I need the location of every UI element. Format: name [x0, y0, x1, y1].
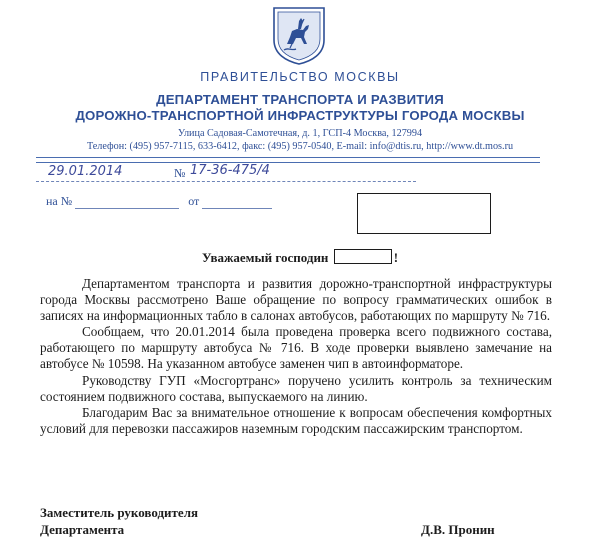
- date-number-line: [36, 181, 416, 182]
- signatory-title-line-2: Департамента: [40, 522, 125, 537]
- government-name: ПРАВИТЕЛЬСТВО МОСКВЫ: [200, 70, 400, 84]
- greeting: [0, 249, 600, 266]
- handwritten-date: 29.01.2014: [48, 164, 123, 179]
- greeting-text: Уважаемый господин: [201, 250, 329, 265]
- letterhead-divider: [36, 157, 540, 163]
- body-paragraph: Руководству ГУП «Мосгортранс» поручено усилить контроль за техническим состоянием подвижного состава, выпускаемого на линию.: [40, 372, 552, 404]
- body-paragraph: Департаментом транспорта и развития дорожно-транспортной инфраструктуры города Москвы рассмотрено Ваше обращение по вопросу грамматических ошибок в записях на информационных табло в салонах автобусов, работающих по маршруту № 716.: [40, 276, 552, 323]
- department-contacts: Телефон: (495) 957-7115, 633-6412, факс: (495) 957-0540, E-mail: info@dtis.ru, http://www.dt.mos.ru: [86, 141, 514, 152]
- handwritten-reference-number: 17-36-475/4: [190, 163, 270, 178]
- signatory-name: Д.В. Пронин: [421, 522, 495, 537]
- redacted-recipient-name: [334, 249, 392, 264]
- ref-number-blank: [75, 198, 179, 209]
- department-name-line-2: ДОРОЖНО-ТРАНСПОРТНОЙ ИНФРАСТРУКТУРЫ ГОРОДА МОСКВЫ: [75, 108, 525, 123]
- body-paragraph: Сообщаем, что 20.01.2014 была проведена проверка всего подвижного состава, работающего по маршруту автобуса № 716. В ходе проверки выявлено замечание на автобусе № 10598. На указанном автобусе заменен чип в автоинформаторе.: [40, 324, 552, 371]
- body-paragraph: Благодарим Вас за внимательное отношение к вопросам обеспечения комфортных условий для перевозки пассажиров наземным городским пассажирским транспортом.: [40, 405, 552, 437]
- moscow-coat-of-arms-emblem: [270, 4, 328, 66]
- number-label: №: [174, 166, 186, 180]
- greeting-exclamation: !: [393, 250, 399, 265]
- ref-from-label: от: [188, 194, 200, 208]
- ref-date-blank: [202, 198, 272, 209]
- ref-prefix-label: на №: [46, 194, 73, 208]
- signatory-title-line-1: Заместитель руководителя: [40, 505, 199, 520]
- incoming-reference-row: [46, 194, 272, 209]
- letter-body: [40, 276, 552, 438]
- department-name-line-1: ДЕПАРТАМЕНТ ТРАНСПОРТА И РАЗВИТИЯ: [156, 92, 444, 107]
- department-address: Улица Садовая-Самотечная, д. 1, ГСП-4 Москва, 127994: [177, 128, 423, 139]
- redacted-recipient-address: [357, 193, 491, 234]
